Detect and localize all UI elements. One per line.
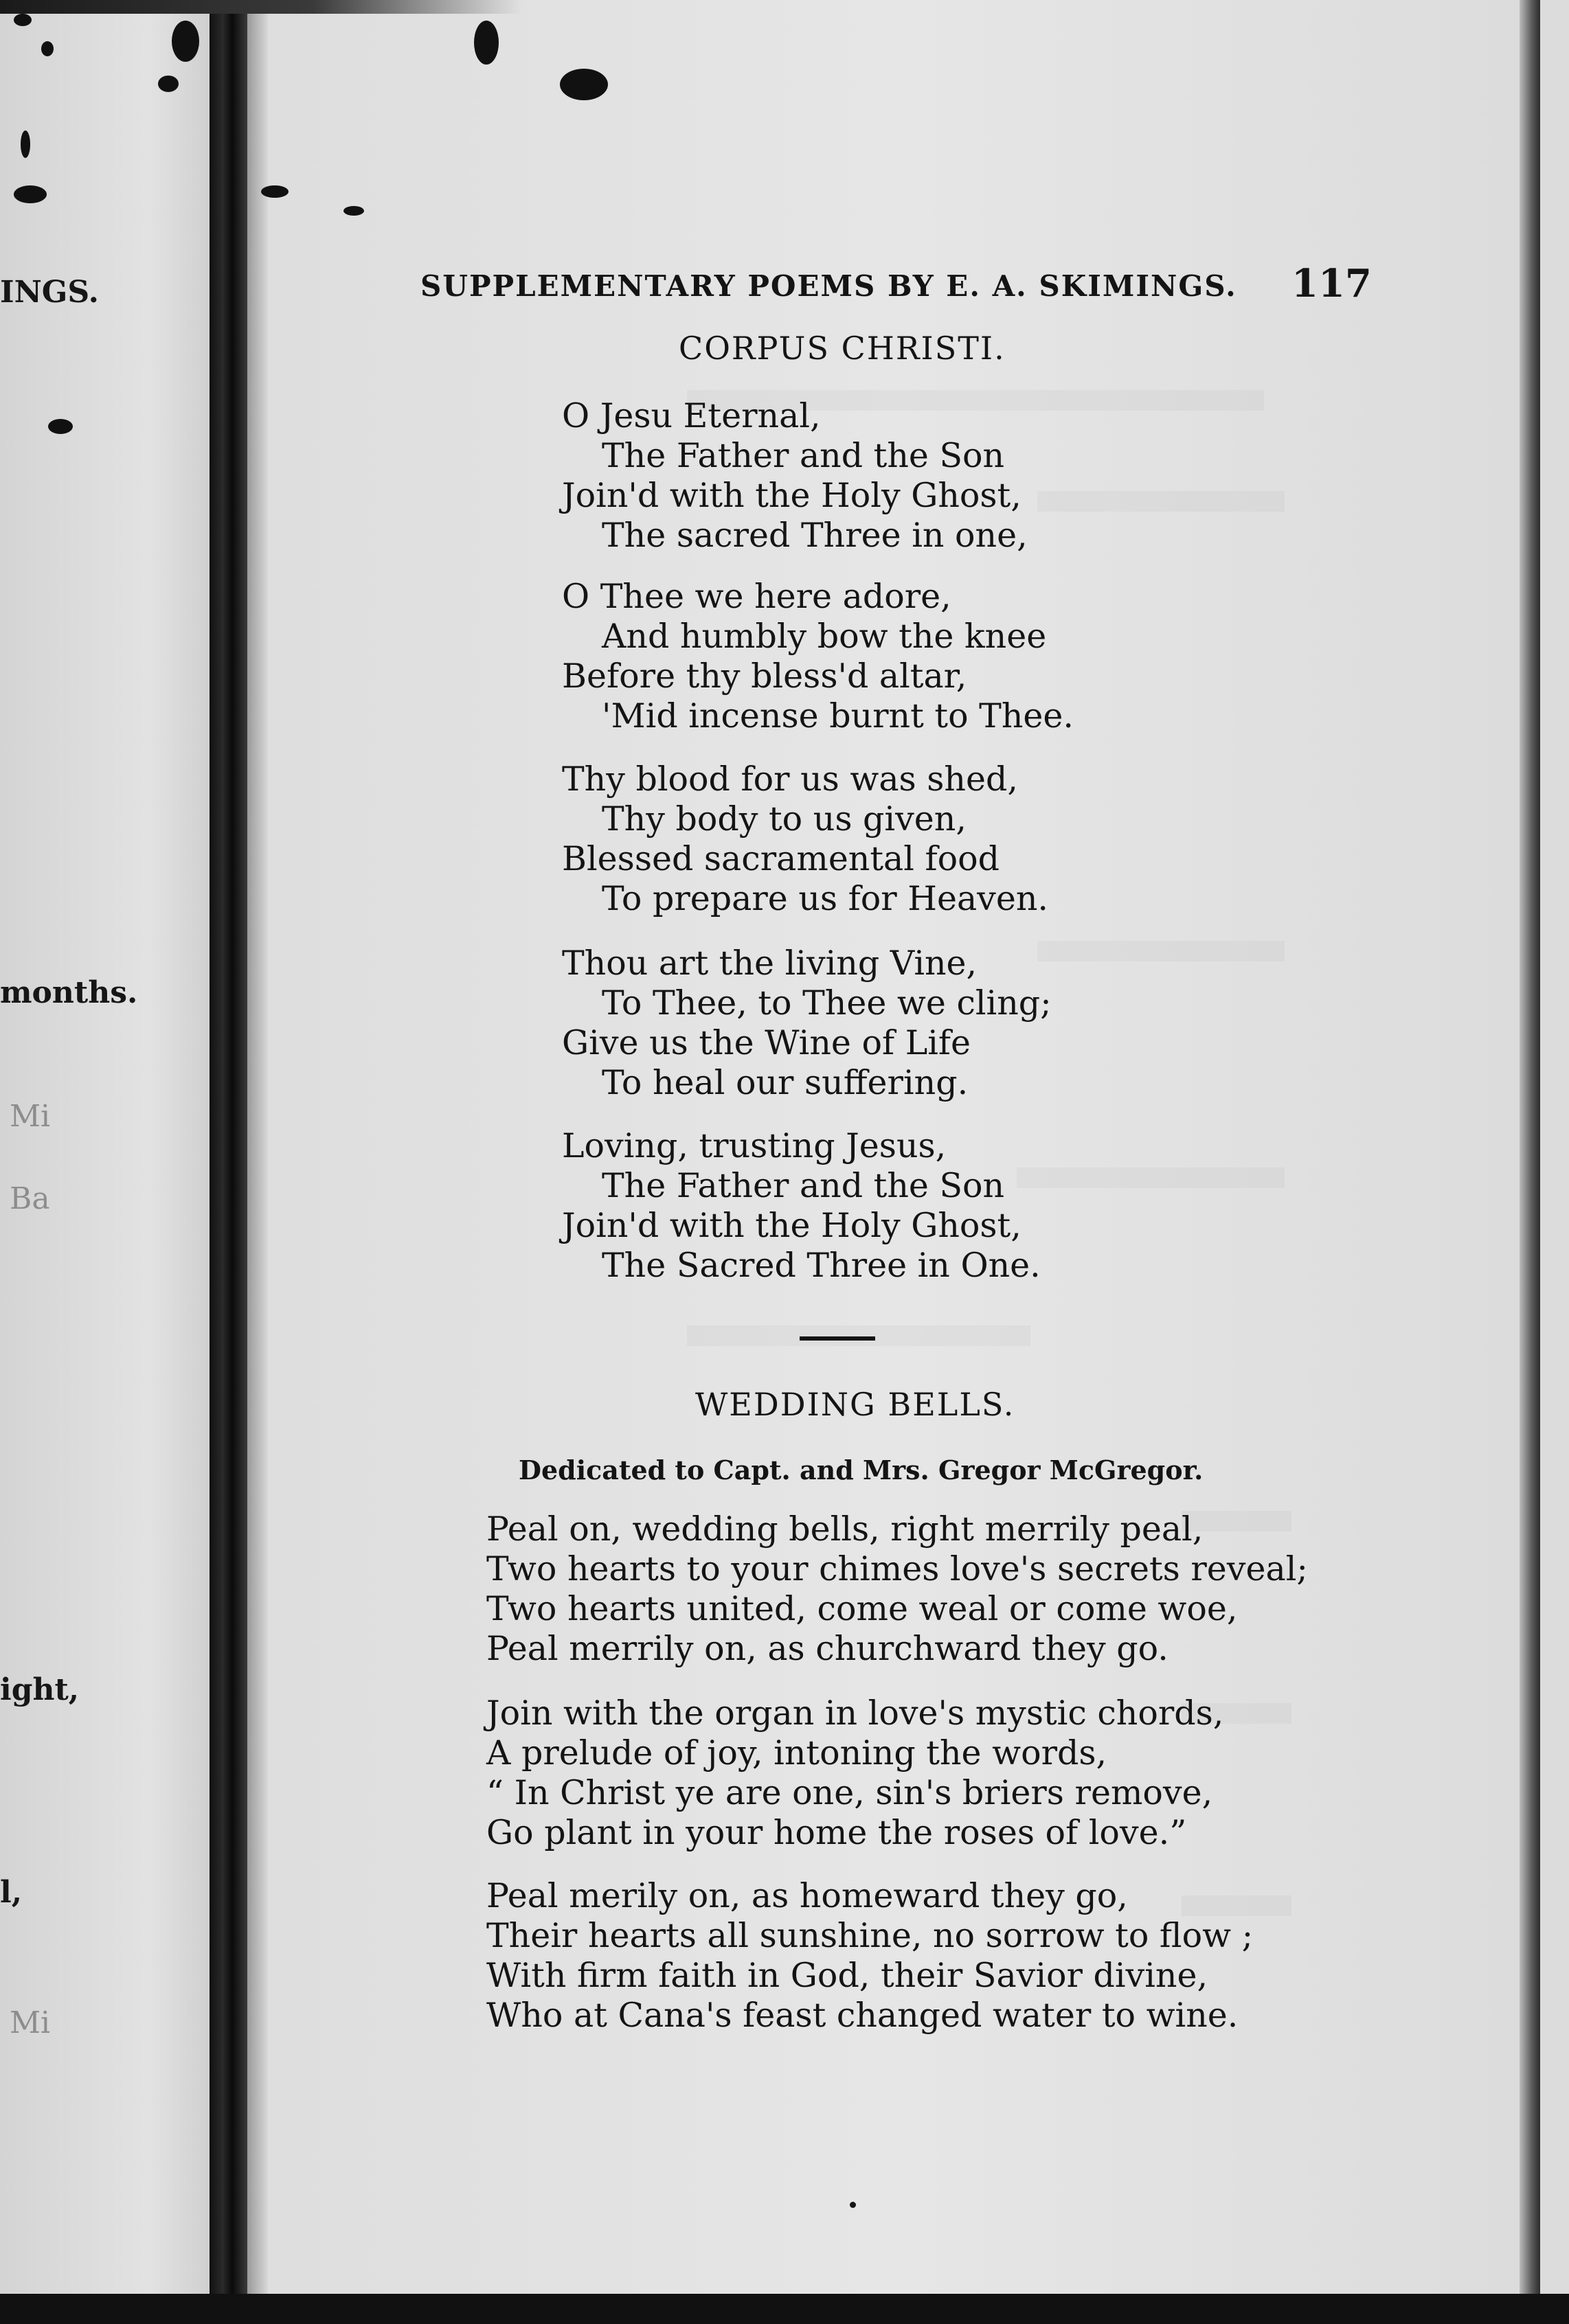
ink-speck: [343, 206, 364, 216]
left-page-fragment: Ba: [10, 1181, 50, 1216]
ink-speck: [14, 185, 47, 203]
verse-line: Thou art the living Vine,: [562, 944, 978, 983]
left-page-fragment: Mi: [10, 1099, 51, 1134]
verse-line: Join'd with the Holy Ghost,: [562, 476, 1021, 515]
verse-line: Thy blood for us was shed,: [562, 760, 1018, 799]
ink-speck: [21, 130, 30, 158]
verse-line: 'Mid incense burnt to Thee.: [602, 696, 1074, 736]
ink-speck: [158, 76, 179, 92]
verse-line: Before thy bless'd altar,: [562, 657, 967, 696]
top-shadow: [0, 0, 522, 14]
dedication: Dedicated to Capt. and Mrs. Gregor McGregor.: [519, 1455, 1204, 1485]
left-page-fragment: months.: [0, 975, 138, 1010]
verse-line: Their hearts all sunshine, no sorrow to flow ;: [486, 1916, 1254, 1955]
ink-speck: [41, 41, 54, 56]
left-page-fragment: INGS.: [0, 275, 99, 310]
verse-line: Go plant in your home the roses of love.”: [486, 1813, 1187, 1852]
ink-speck: [474, 21, 499, 65]
verse-line: The Father and the Son: [602, 1166, 1005, 1205]
verse-line: Two hearts to your chimes love's secrets reveal;: [486, 1549, 1308, 1588]
verse-line: Peal merily on, as homeward they go,: [486, 1876, 1128, 1915]
ink-speck: [48, 419, 73, 434]
verse-line: To Thee, to Thee we cling;: [602, 983, 1052, 1023]
verse-line: With firm faith in God, their Savior divine,: [486, 1956, 1208, 1995]
verse-line: The Sacred Three in One.: [602, 1246, 1041, 1285]
bleed-through-text: [1182, 1895, 1291, 1916]
running-head: SUPPLEMENTARY POEMS BY E. A. SKIMINGS.: [420, 269, 1237, 303]
section-divider: [800, 1336, 875, 1341]
ink-speck: [261, 185, 289, 198]
verse-line: Join with the organ in love's mystic chords,: [486, 1694, 1224, 1733]
bleed-through-text: [1037, 941, 1285, 961]
verse-line: Blessed sacramental food: [562, 839, 1000, 878]
verse-line: The sacred Three in one,: [602, 516, 1028, 555]
page-edge: [1520, 0, 1540, 2294]
print-dot: [850, 2202, 856, 2208]
verse-line: And humbly bow the knee: [602, 617, 1047, 656]
bleed-through-text: [687, 1325, 1030, 1346]
verse-line: O Thee we here adore,: [562, 577, 951, 616]
verse-line: Peal merrily on, as churchward they go.: [486, 1629, 1169, 1668]
bottom-border: [0, 2294, 1569, 2324]
verse-line: Join'd with the Holy Ghost,: [562, 1206, 1021, 1245]
verse-line: To heal our suffering.: [602, 1063, 969, 1102]
verse-line: Who at Cana's feast changed water to wine.: [486, 1996, 1239, 2035]
bleed-through-text: [1037, 491, 1285, 512]
verse-line: To prepare us for Heaven.: [602, 879, 1048, 918]
verse-line: Thy body to us given,: [602, 799, 967, 839]
verse-line: O Jesu Eternal,: [562, 396, 821, 435]
bleed-through-text: [1017, 1167, 1285, 1188]
left-page-fragment: Mi: [10, 2005, 51, 2040]
verse-line: Give us the Wine of Life: [562, 1023, 971, 1062]
gutter-shadow: [247, 0, 268, 2294]
verse-line: Two hearts united, come weal or come woe,: [486, 1589, 1238, 1628]
verse-line: “ In Christ ye are one, sin's briers remove,: [486, 1773, 1213, 1812]
poem-title: WEDDING BELLS.: [695, 1386, 1015, 1423]
book-gutter: [210, 0, 247, 2294]
ink-speck: [14, 14, 32, 26]
verse-line: A prelude of joy, intoning the words,: [486, 1733, 1107, 1773]
poem-title: CORPUS CHRISTI.: [679, 330, 1006, 367]
verse-line: Loving, trusting Jesus,: [562, 1126, 947, 1165]
ink-speck: [560, 69, 608, 100]
ink-speck: [172, 21, 199, 62]
left-facing-page: [0, 0, 213, 2294]
verse-line: Peal on, wedding bells, right merrily peal,: [486, 1510, 1204, 1549]
page-number: 117: [1291, 261, 1372, 306]
left-page-fragment: ight,: [0, 1672, 80, 1707]
left-page-fragment: l,: [0, 1875, 23, 1910]
verse-line: The Father and the Son: [602, 436, 1005, 475]
